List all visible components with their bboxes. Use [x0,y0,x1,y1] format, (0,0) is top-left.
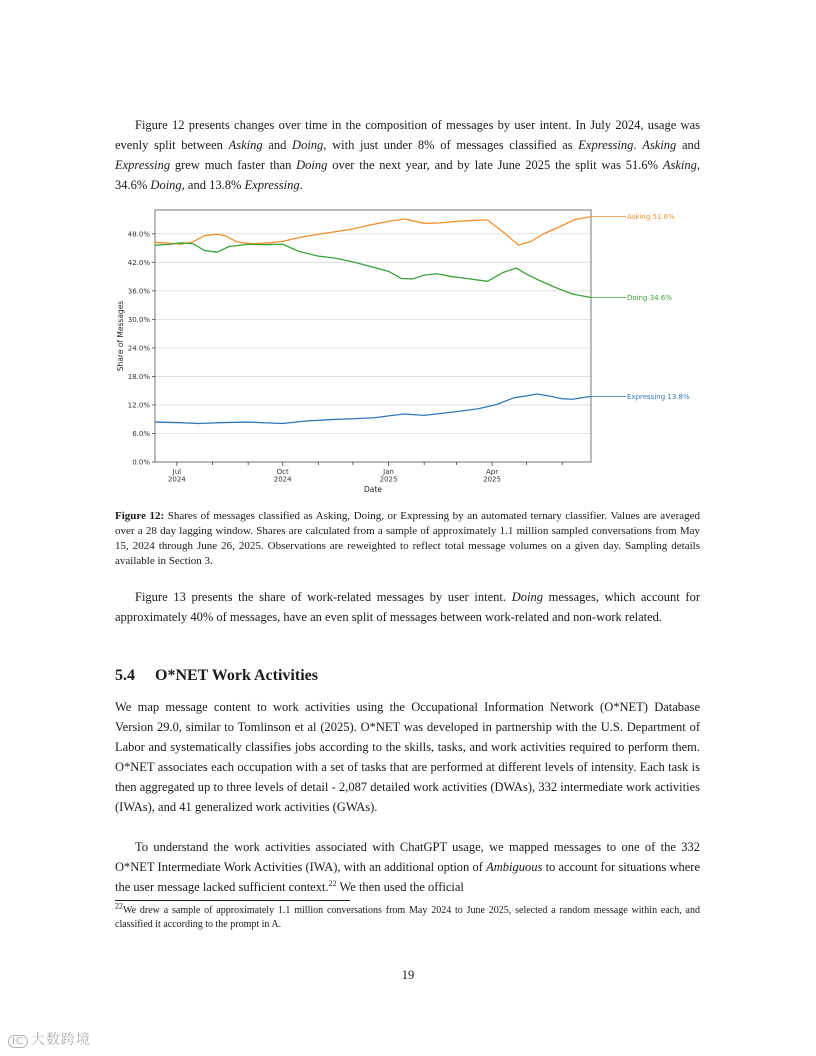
text-run: Figure 12 presents changes over time in the composition of messages by user intent. In July 2024, usage was evenly split between [115,118,700,152]
y-tick-label: 42.0% [127,258,150,267]
caption-text: Shares of messages classified as Asking, Doing, or Expressing by an automated ternary classifier. Values are averaged over a 28 day lagging window. Shares are calculated from a sample of approximately 1.1 million sampled conversations from May 15, 2024 through June 26, 2025. Observations are reweighted to reflect total message volumes on a given day. Sampling details available in Section 3. [115,510,700,567]
text-run: , and 13.8% [181,178,245,192]
text-run: and [262,138,293,152]
emphasis: Doing [296,158,328,172]
text-run: , with just under 8% of messages classified as [323,138,579,152]
paragraph-work-related-share [115,587,700,627]
emphasis: Doing [292,138,324,152]
y-tick-label: 48.0% [127,230,150,239]
series-end-label-asking: Asking 51.6% [627,213,675,222]
watermark-text: 大数跨境 [30,1032,91,1048]
text-run: to account for situations where the user message lacked sufficient context. [115,860,700,894]
emphasis: Asking [662,158,697,172]
figure-12-chart [110,200,710,500]
y-tick-label: 0.0% [132,458,150,467]
paragraph-onet-overview [115,697,700,817]
text-run: grew much faster than [170,158,297,172]
section-number: 5.4 [115,667,135,684]
emphasis: Doing [150,178,182,192]
y-tick-label: 24.0% [127,344,150,353]
text-run: We map message content to work activities using the Occupational Information Network (O*NET) Database Version 29.0, similar to Tomlinson et al (2025). O*NET was developed in partnership with the U.S. Department of Labor and systematically classifies jobs according to the skills, tasks, and work activities required to perform them. O*NET associates each occupation with a set of tasks that are performed at different levels of intensity. Each task is then aggregated up to three levels of detail - 2,087 detailed work activities (DWAs), 332 intermediate work activities (IWAs), and 41 generalized work activities (GWAs). [115,700,700,814]
footnote-marker: 22 [115,901,123,911]
text-run: . [633,138,643,152]
figure-12-caption [115,509,700,569]
section-title: O*NET Work Activities [155,667,318,684]
footnote-text: We drew a sample of approximately 1.1 million conversations from May 2024 to June 2025, selected a random message within each, and classified it according to the prompt in A. [115,905,700,930]
text-run: messages, which account for approximately 40% of messages, have an even split of messages between work-related and non-work related. [115,590,701,624]
y-tick-label: 12.0% [127,401,150,410]
emphasis: Expressing [578,138,634,152]
paragraph-iwa-mapping [115,837,700,897]
page-number: 19 [401,968,415,982]
series-line-doing [155,243,591,298]
y-tick-label: 36.0% [127,287,150,296]
watermark [8,1029,91,1049]
text-run: . [299,178,303,192]
emphasis: Asking [228,138,263,152]
emphasis: Expressing [115,158,171,172]
footnote-ref: 22 [328,878,337,888]
text-run: We then used the official [336,880,464,894]
y-tick-label: 30.0% [127,315,150,324]
series-end-label-doing: Doing 34.6% [627,293,672,302]
footnote-rule [115,900,350,901]
footnote-22 [115,901,700,932]
x-tick-label: Jul 2024 [167,468,186,484]
intent-share-line-chart [110,200,710,500]
y-axis-label: Share of Messages [116,300,125,372]
caption-label: Figure 12: [115,510,165,522]
emphasis: Asking [642,138,677,152]
text-run: over the next year, and by late June 2025 the split was 51.6% [327,158,663,172]
emphasis: Ambiguous [486,860,543,874]
emphasis: Expressing [244,178,300,192]
watermark-logo-icon: IC [8,1035,28,1048]
series-line-asking [155,217,591,246]
paragraph-intent-composition [115,115,700,195]
series-end-label-expressing: Expressing 13.8% [627,392,690,401]
x-axis-label: Date [364,485,382,494]
text-run: and [676,138,700,152]
x-tick-label: Oct 2024 [273,468,292,484]
y-tick-label: 18.0% [127,372,150,381]
plot-frame [155,210,591,462]
text-run: To understand the work activities associated with ChatGPT usage, we mapped messages to one of the 332 O*NET Intermediate Work Activities (IWA), with an additional option of [115,840,700,874]
text-run: , 34.6% [115,158,700,192]
text-run: Figure 13 presents the share of work-related messages by user intent. [135,590,512,604]
emphasis: Doing [511,590,543,604]
y-tick-label: 6.0% [132,429,150,438]
series-line-expressing [155,394,591,423]
x-tick-label: Apr 2025 [483,468,501,484]
section-heading [115,667,318,685]
x-tick-label: Jan 2025 [379,468,398,484]
